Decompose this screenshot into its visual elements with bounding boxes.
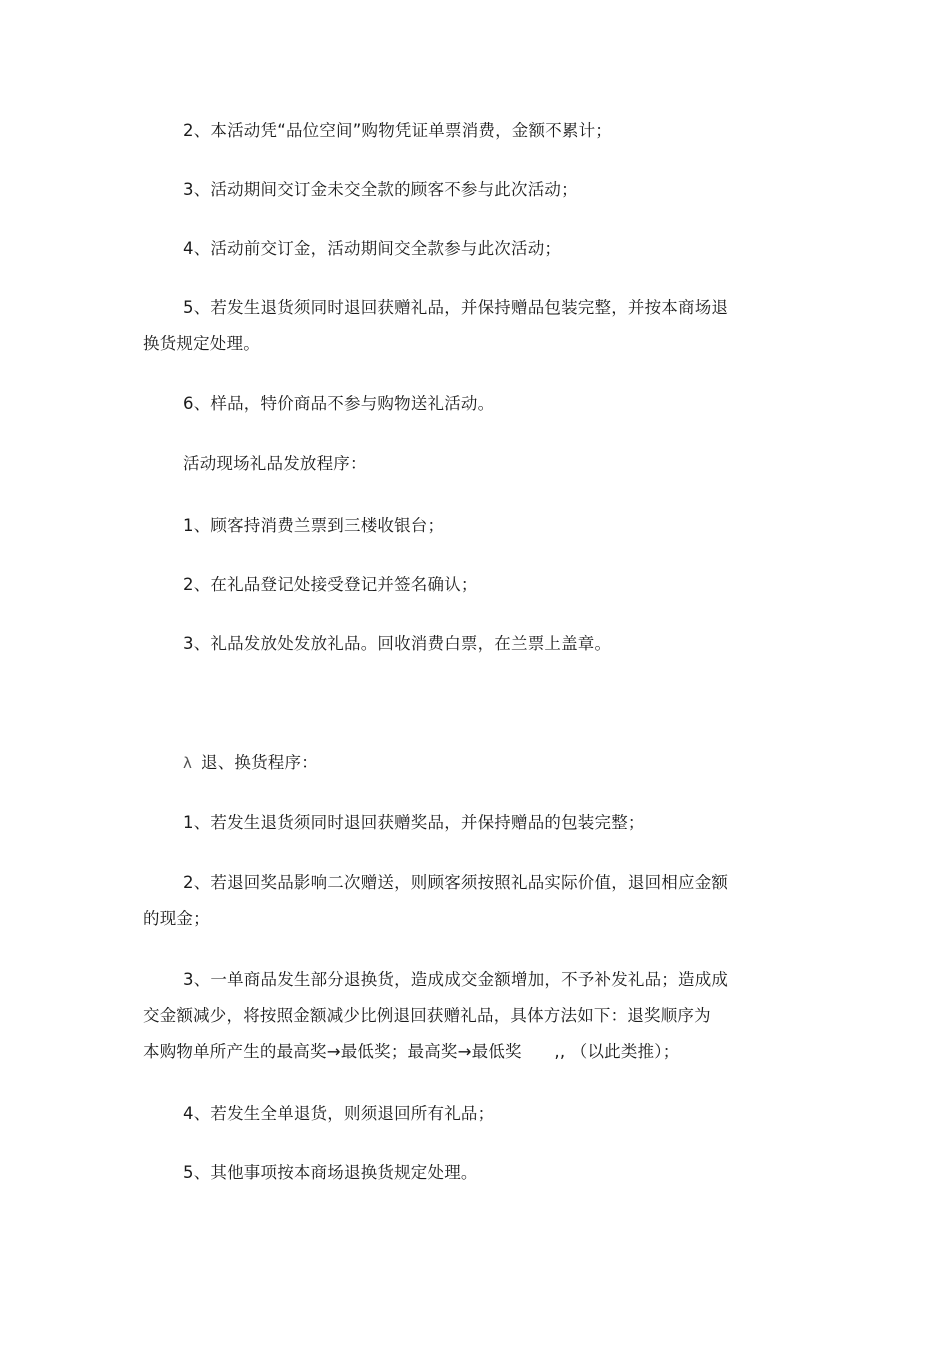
paragraph [143,113,768,149]
text-line: 5、其他事项按本商场退换货规定处理。 [183,1163,478,1182]
text-line: 2、在礼品登记处接受登记并签名确认； [183,575,478,594]
text-line: 活动现场礼品发放程序： [183,454,367,473]
text-line: 4、若发生全单退货，则须退回所有礼品； [183,1104,495,1123]
text-line: 1、顾客持消费兰票到三楼收银台； [183,516,445,535]
paragraph [143,962,768,1070]
section-heading [143,745,768,781]
paragraph [143,231,768,267]
paragraph [143,172,768,208]
text-line: 3、礼品发放处发放礼品。回收消费白票，在兰票上盖章。 [183,634,612,653]
text-line: 交金额减少，将按照金额减少比例退回获赠礼品，具体方法如下：退奖顺序为 [143,1006,711,1025]
paragraph [143,626,768,662]
paragraph [143,1155,768,1191]
paragraph [143,1096,768,1132]
text-line: 2、若退回奖品影响二次赠送，则顾客须按照礼品实际价值，退回相应金额 [183,873,729,892]
section-heading [143,446,768,482]
paragraph [143,865,768,937]
paragraph [143,805,768,841]
text-line: 4、活动前交订金，活动期间交全款参与此次活动； [183,239,562,258]
text-line: 1、若发生退货须同时退回获赠奖品，并保持赠品的包装完整； [183,813,645,832]
text-line: 换货规定处理。 [143,334,260,353]
paragraph [143,290,768,362]
paragraph [143,567,768,603]
paragraph [143,386,768,422]
text-line: 3、活动期间交订金未交全款的顾客不参与此次活动； [183,180,578,199]
text-line: 本购物单所产生的最高奖→最低奖；最高奖→最低奖 ,, （以此类推）； [143,1042,680,1061]
text-line [143,745,768,781]
lambda-bullet-icon: λ [183,754,193,772]
text-line: 5、若发生退货须同时退回获赠礼品，并保持赠品包装完整，并按本商场退 [183,298,729,317]
text-line: 6、样品，特价商品不参与购物送礼活动。 [183,394,495,413]
text-line: 3、一单商品发生部分退换货，造成成交金额增加，不予补发礼品；造成成 [183,970,729,989]
paragraph [143,508,768,544]
heading-text: 退、换货程序： [201,753,318,772]
text-line: 2、本活动凭“品位空间”购物凭证单票消费，金额不累计； [183,121,612,140]
text-line: 的现金； [143,909,210,928]
